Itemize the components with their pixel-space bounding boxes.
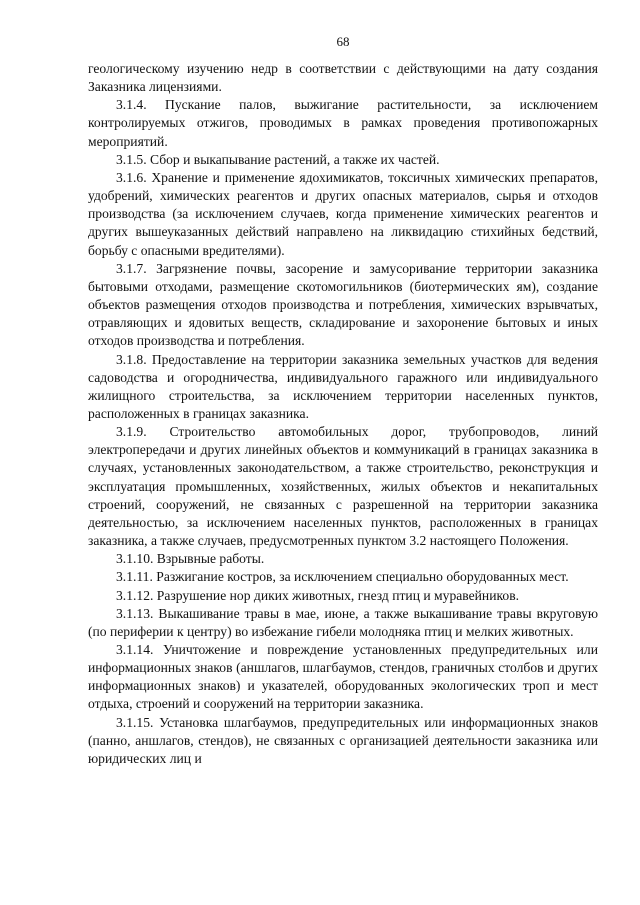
paragraph-continuation: геологическому изучению недр в соответствии с действующими на дату создания Заказника лицензиями. — [88, 61, 598, 95]
paragraph-3-1-14: 3.1.14. Уничтожение и повреждение установленных предупредительных или информационных знаков (аншлагов, шлагбаумов, стендов, граничных столбов и других информационных знаков) и указателей, оборудованных экологических троп и мест отдыха, строений и сооружений на территории заказника. — [88, 642, 598, 712]
paragraph-3-1-6: 3.1.6. Хранение и применение ядохимикатов, токсичных химических препаратов, удобрений, химических реагентов и других опасных материалов, сырья и отходов производства (за исключением случаев, когда применение химических реагентов и других вышеуказанных действий направлено на ликвидацию стихийных бедствий, борьбу с опасными вредителями). — [88, 169, 598, 258]
paragraph-3-1-13: 3.1.13. Выкашивание травы в мае, июне, а также выкашивание травы вкруговую (по периферии к центру) во избежание гибели молодняка птиц и мелких животных. — [88, 605, 598, 639]
paragraph-3-1-5: 3.1.5. Сбор и выкапывание растений, а также их частей. — [116, 151, 440, 167]
paragraph-3-1-9: 3.1.9. Строительство автомобильных дорог, трубопроводов, линий электропередачи и других линейных объектов и коммуникаций в границах заказника в случаях, установленных законодательством, а также строительство, реконструкция и эксплуатация промышленных, хозяйственных, жилых объектов и некапитальных строений, сооружений, не связанных с разрешенной на территории заказника деятельностью, за исключением населенных пунктов, расположенных в границах заказника, а также случаев, предусмотренных пунктом 3.2 настоящего Положения. — [88, 424, 598, 549]
paragraph-3-1-11: 3.1.11. Разжигание костров, за исключением специально оборудованных мест. — [116, 569, 569, 585]
paragraph-3-1-8: 3.1.8. Предоставление на территории заказника земельных участков для ведения садоводства и огородничества, индивидуального гаражного или индивидуального жилищного строительства, за исключением территории населенных пунктов, расположенных в границах заказника. — [88, 351, 598, 421]
paragraph-3-1-15: 3.1.15. Установка шлагбаумов, предупредительных или информационных знаков (панно, аншлагов, стендов), не связанных с организацией деятельности заказника или юридических лиц и — [88, 714, 598, 766]
paragraph-3-1-7: 3.1.7. Загрязнение почвы, засорение и замусоривание территории заказника бытовыми отходами, размещение скотомогильников (биотермических ям), создание объектов размещения отходов производства и потребления, химических взрывчатых, отравляющих и ядовитых веществ, складирование и захоронение бытовых и иных отходов производства и потребления. — [88, 260, 598, 349]
page-number: 68 — [336, 34, 350, 49]
paragraph-3-1-10: 3.1.10. Взрывные работы. — [116, 551, 265, 567]
document-body — [88, 60, 598, 768]
paragraph-3-1-4: 3.1.4. Пускание палов, выжигание растительности, за исключением контролируемых отжигов, проводимых в рамках проведения противопожарных мероприятий. — [88, 97, 598, 149]
paragraph-3-1-12: 3.1.12. Разрушение нор диких животных, гнезд птиц и муравейников. — [116, 587, 520, 603]
